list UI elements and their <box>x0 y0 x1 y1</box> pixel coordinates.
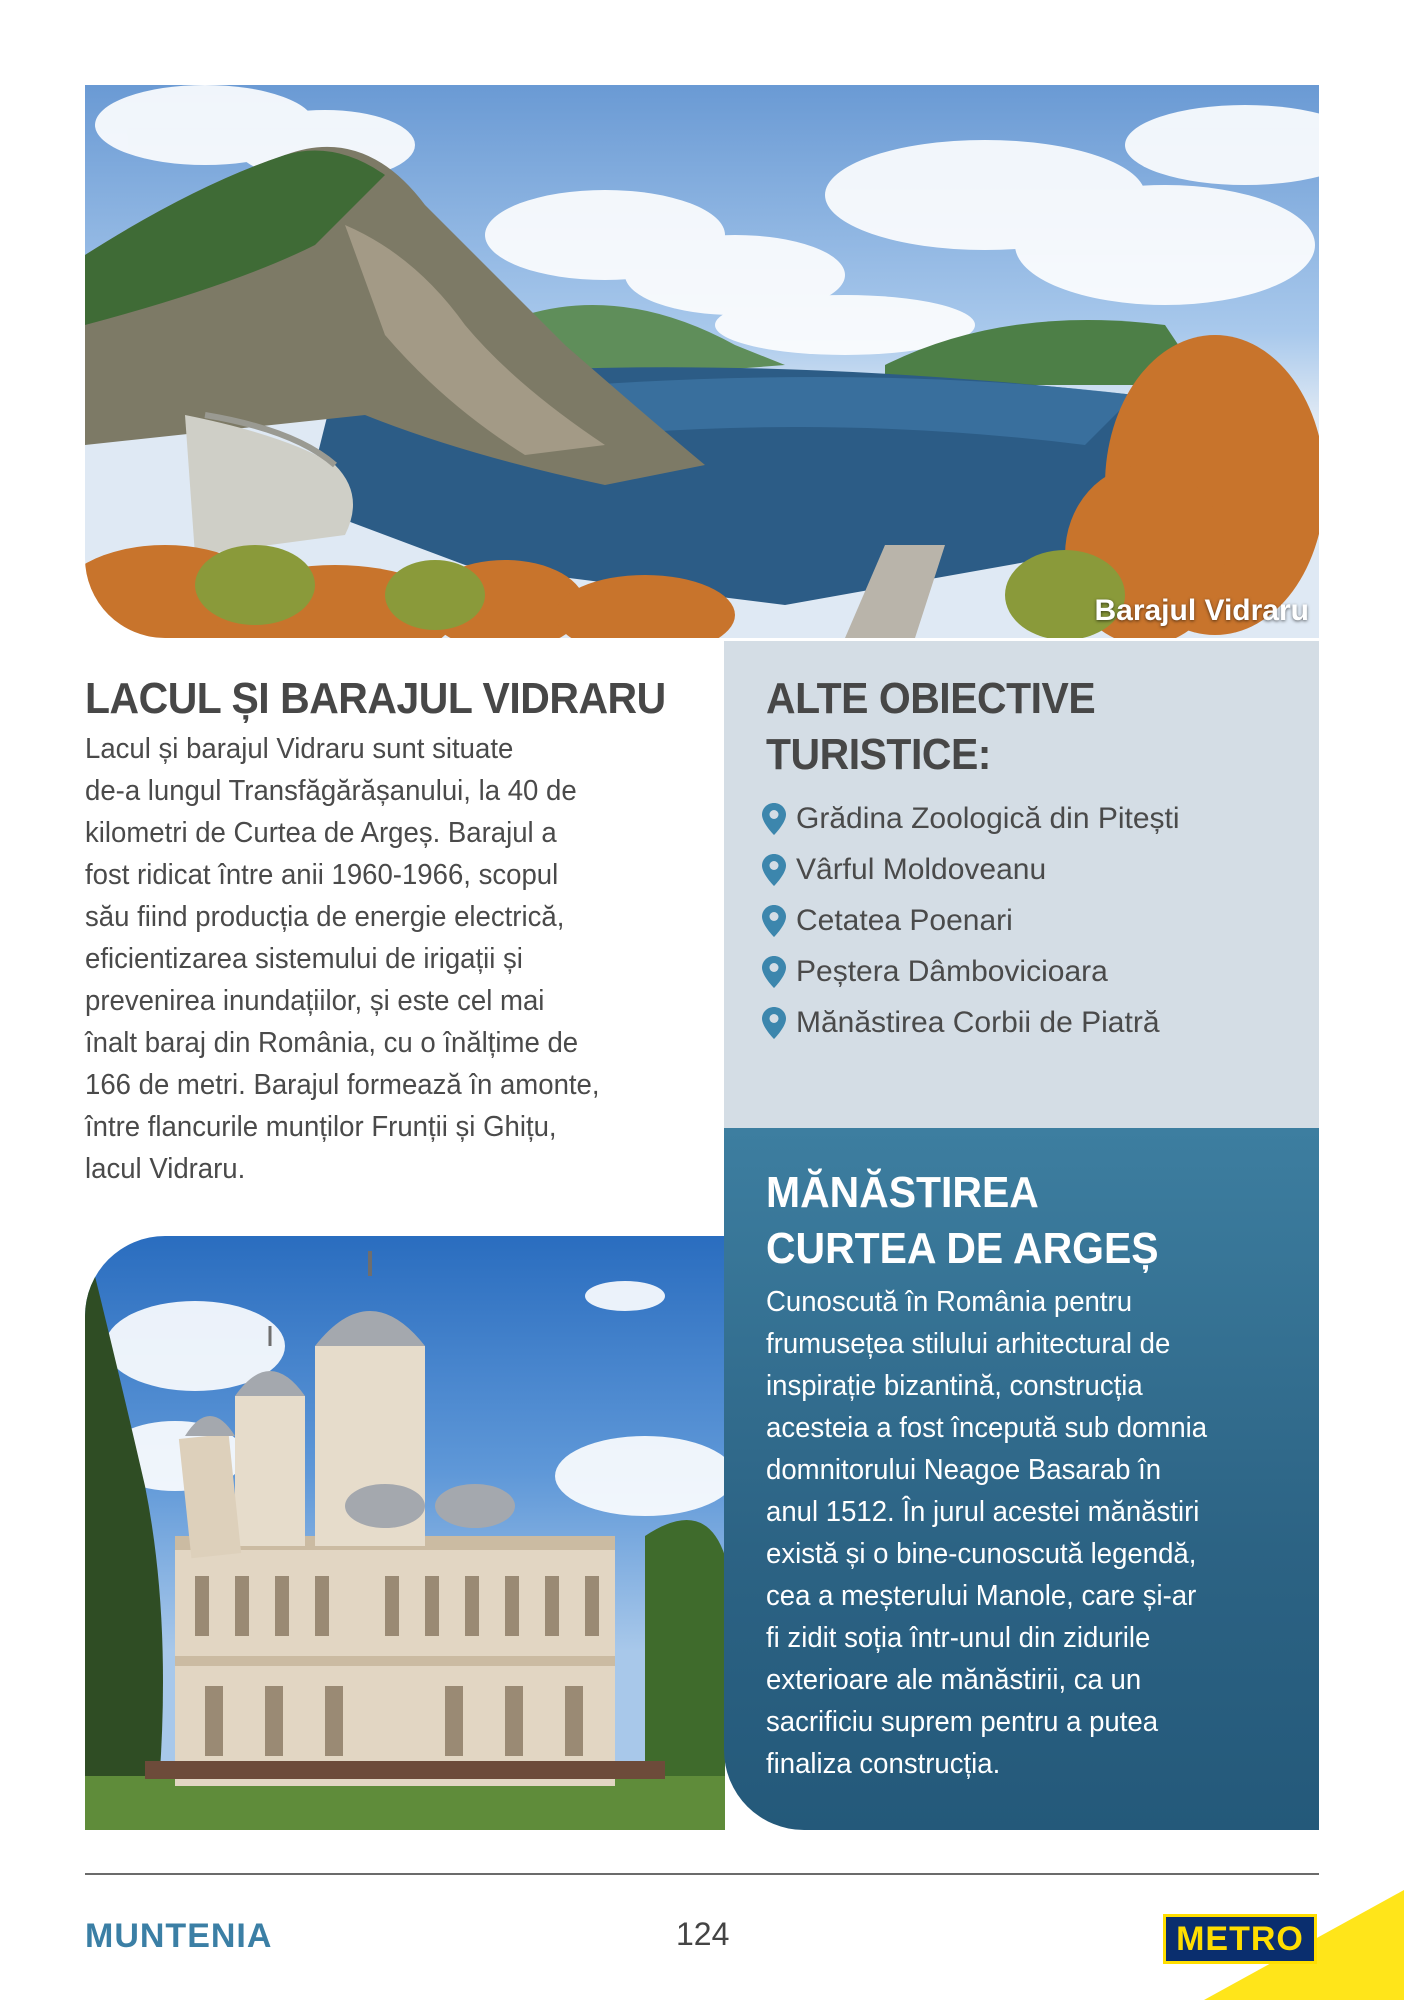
objectives-list <box>762 793 1180 1048</box>
footer-divider <box>85 1873 1319 1875</box>
text-line: cea a meșterului Manole, care și-ar <box>766 1580 1197 1612</box>
objective-label: Mănăstirea Corbii de Piatră <box>796 1005 1160 1039</box>
photo-caption: Barajul Vidraru <box>1094 594 1309 627</box>
title-line: TURISTICE: <box>766 730 991 779</box>
text-line: inspirație bizantină, construcția <box>766 1370 1143 1402</box>
monastery-illustration <box>85 1236 725 1830</box>
text-line: exterioare ale mănăstirii, ca un <box>766 1664 1142 1696</box>
location-pin-icon <box>762 1007 786 1039</box>
location-pin-icon <box>762 854 786 886</box>
lake-description <box>85 728 750 1190</box>
list-item <box>762 793 1180 844</box>
text-line: există și o bine-cunoscută legendă, <box>766 1538 1197 1570</box>
text-line: eficientizarea sistemului de irigații și <box>85 943 523 975</box>
title-line: MĂNĂSTIREA <box>766 1168 1039 1217</box>
metro-logo: METRO <box>1163 1914 1317 1964</box>
objective-label: Cetatea Poenari <box>796 903 1013 937</box>
location-pin-icon <box>762 803 786 835</box>
list-item <box>762 895 1180 946</box>
text-line: acesteia a fost începută sub domnia <box>766 1412 1208 1444</box>
text-line: domnitorului Neagoe Basarab în <box>766 1454 1162 1486</box>
monastery-description <box>766 1281 1279 1785</box>
text-line: frumusețea stilului arhitectural de <box>766 1328 1171 1360</box>
text-line: său fiind producția de energie electrică, <box>85 901 565 933</box>
text-line: înalt baraj din România, cu o înălțime de <box>85 1027 579 1059</box>
lake-section <box>85 672 725 1190</box>
list-item <box>762 844 1180 895</box>
location-pin-icon <box>762 956 786 988</box>
text-line: anul 1512. În jurul acestei mănăstiri <box>766 1496 1200 1528</box>
title-line: ALTE OBIECTIVE <box>766 674 1096 723</box>
text-line: finaliza construcția. <box>766 1748 1001 1780</box>
location-pin-icon <box>762 905 786 937</box>
vidraru-landscape-illustration <box>85 85 1319 638</box>
text-line: de-a lungul Transfăgărășanului, la 40 de <box>85 775 577 807</box>
lake-title: LACUL ȘI BARAJUL VIDRARU <box>85 674 666 723</box>
monastery-photo <box>85 1236 725 1830</box>
page-number: 124 <box>676 1916 730 1952</box>
text-line: kilometri de Curtea de Argeș. Barajul a <box>85 817 557 849</box>
text-line: 166 de metri. Barajul formează în amonte, <box>85 1069 600 1101</box>
objective-label: Vârful Moldoveanu <box>796 852 1047 886</box>
list-item <box>762 946 1180 997</box>
monastery-title <box>766 1165 1268 1277</box>
monastery-content <box>766 1165 1306 1785</box>
text-line: fost ridicat între anii 1960-1966, scopul <box>85 859 559 891</box>
region-label: MUNTENIA <box>85 1917 273 1955</box>
text-line: între flancurile munților Frunții și Ghițu, <box>85 1111 557 1143</box>
monastery-box <box>724 1128 1319 1830</box>
objective-label: Grădina Zoologică din Pitești <box>796 801 1180 835</box>
text-line: sacrificiu suprem pentru a putea <box>766 1706 1159 1738</box>
text-line: lacul Vidraru. <box>85 1153 246 1185</box>
text-line: prevenirea inundațiilor, și este cel mai <box>85 985 545 1017</box>
text-line: Lacul și barajul Vidraru sunt situate <box>85 733 514 765</box>
objective-label: Peștera Dâmbovicioara <box>796 954 1108 988</box>
other-objectives-title <box>766 671 1095 783</box>
title-line: CURTEA DE ARGEȘ <box>766 1224 1159 1273</box>
text-line: Cunoscută în România pentru <box>766 1286 1133 1318</box>
list-item <box>762 997 1180 1048</box>
vidraru-photo <box>85 85 1319 638</box>
other-objectives-box <box>724 641 1319 1128</box>
text-line: fi zidit soția într-unul din zidurile <box>766 1622 1151 1654</box>
